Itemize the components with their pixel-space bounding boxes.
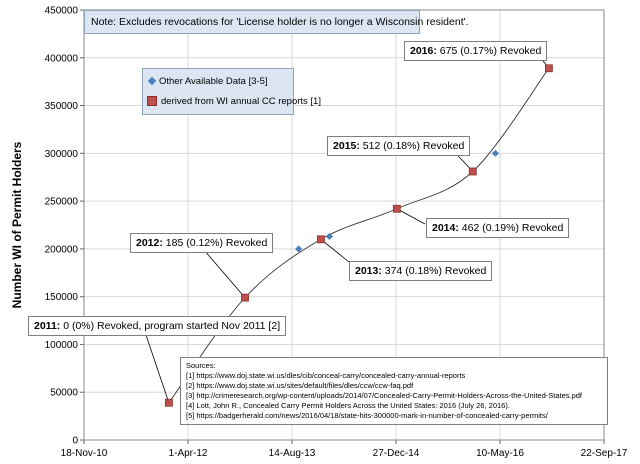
annotation-2011: 2011: 0 (0%) Revoked, program started Nov 2011 [2]: [28, 316, 286, 336]
source-item: [1] https://www.doj.state.wi.us/dles/cib/conceal-carry/concealed-carry-annual-reports: [186, 371, 466, 380]
y-tick-label: 300000: [44, 148, 78, 160]
annotation-2016: 2016: 675 (0.17%) Revoked: [404, 41, 547, 61]
source-item: [5] https://badgerherald.com/news/2016/04/18/state-hits-300000-mark-in-number-of-concealed-carry-permits/: [186, 411, 548, 420]
data-point-derived-square: [317, 236, 324, 243]
legend: [142, 68, 321, 115]
data-point-derived-square: [165, 399, 172, 406]
y-tick-label: 100000: [44, 339, 78, 351]
x-tick-label: 18-Nov-10: [60, 448, 108, 459]
y-axis-label: Number WI of Permit Holders: [10, 141, 24, 309]
legend-square-marker: [147, 96, 157, 106]
x-tick-label: 22-Sep-17: [580, 448, 628, 459]
legend-item-derived: [147, 95, 321, 109]
x-tick-label: 1-Apr-12: [168, 448, 208, 459]
source-item: [4] Lott, John R., Concealed Carry Permit Holders Across the United States: 2016 (July 26, 2016).: [186, 401, 510, 410]
legend-label-other: Other Available Data [3-5]: [159, 76, 268, 87]
data-point-derived-square: [241, 294, 248, 301]
annotation-2013: 2013: 374 (0.18%) Revoked: [349, 261, 492, 281]
legend-diamond-marker: [148, 77, 156, 85]
data-point-derived-square: [393, 205, 400, 212]
data-point-derived-square: [469, 168, 476, 175]
chart-note: Note: Excludes revocations for 'License holder is no longer a Wisconsin resident'.: [84, 10, 420, 34]
source-item: [3] http://crimeresearch.org/wp-content/uploads/2014/07/Concealed-Carry-Permit-Holders-Across-the-United-States.pdf: [186, 391, 583, 400]
y-tick-label: 350000: [44, 101, 78, 113]
y-tick-label: 450000: [44, 5, 78, 17]
annotation-2014: 2014: 462 (0.19%) Revoked: [426, 218, 569, 238]
legend-label-derived: derived from WI annual CC reports [1]: [161, 96, 321, 107]
sources-box: [180, 357, 608, 425]
y-tick-label: 150000: [44, 292, 78, 304]
x-tick-label: 27-Dec-14: [372, 448, 420, 459]
x-tick-label: 10-May-16: [476, 448, 524, 459]
source-item: [2] https://www.doj.state.wi.us/sites/default/files/dles/ccw/ccw-faq.pdf: [186, 381, 414, 390]
data-point-derived-square: [545, 65, 552, 72]
y-tick-label: 0: [72, 435, 78, 447]
x-tick-label: 14-Aug-13: [268, 448, 316, 459]
annotation-2012: 2012: 185 (0.12%) Revoked: [130, 233, 273, 253]
y-tick-label: 250000: [44, 196, 78, 208]
sources-title: Sources:: [186, 361, 216, 370]
y-tick-label: 200000: [44, 244, 78, 256]
y-tick-label: 400000: [44, 53, 78, 65]
y-tick-label: 50000: [50, 387, 78, 399]
annotation-2015: 2015: 512 (0.18%) Revoked: [327, 136, 470, 156]
legend-item-other: [147, 75, 268, 89]
